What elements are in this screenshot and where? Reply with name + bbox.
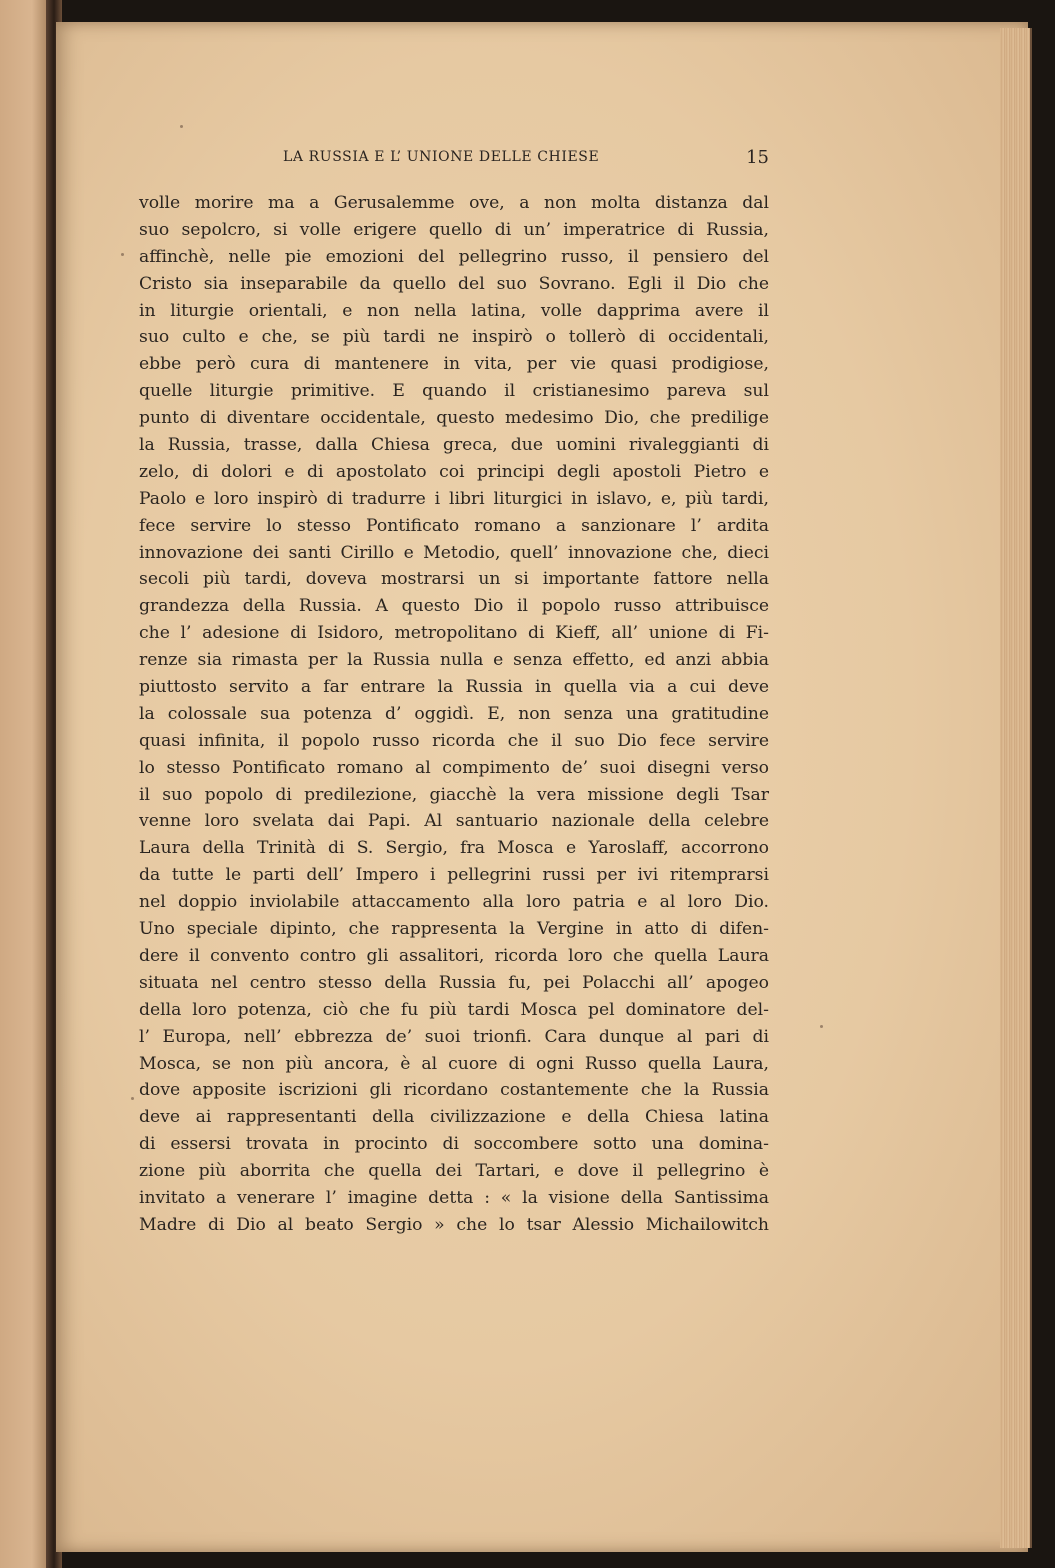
text-line: secoli più tardi, doveva mostrarsi un si importante fattore nella xyxy=(139,569,769,590)
text-line: invitato a venerare l’ imagine detta : « la visione della Santissima xyxy=(139,1187,769,1208)
text-line: deve ai rappresentanti della civilizzazione e della Chiesa latina xyxy=(139,1107,769,1128)
text-line: in liturgie orientali, e non nella latina, volle dapprima avere il xyxy=(139,300,769,321)
text-line: che l’ adesione di Isidoro, metropolitano di Kieff, all’ unione di Fi- xyxy=(139,623,769,644)
running-header xyxy=(283,147,769,169)
text-line: zelo, di dolori e di apostolato coi principi degli apostoli Pietro e xyxy=(139,461,769,482)
page-number: 15 xyxy=(746,147,769,168)
page-stack-edge xyxy=(1000,28,1032,1548)
text-line: zione più aborrita che quella dei Tartari, e dove il pellegrino è xyxy=(139,1161,769,1182)
text-line: l’ Europa, nell’ ebbrezza de’ suoi trionfi. Cara dunque al pari di xyxy=(139,1026,769,1047)
text-line: volle morire ma a Gerusalemme ove, a non molta distanza dal xyxy=(139,193,769,213)
text-line: dove apposite iscrizioni gli ricordano costantemente che la Russia xyxy=(139,1080,769,1101)
text-line: situata nel centro stesso della Russia fu, pei Polacchi all’ apogeo xyxy=(139,972,769,993)
paper-speck xyxy=(820,1025,823,1028)
text-line: il suo popolo di predilezione, giacchè la vera missione degli Tsar xyxy=(139,784,769,805)
text-line: Laura della Trinità di S. Sergio, fra Mosca e Yaroslaff, accorrono xyxy=(139,838,769,859)
text-line: innovazione dei santi Cirillo e Metodio, quell’ innovazione che, dieci xyxy=(139,542,769,563)
body-text xyxy=(139,190,769,1239)
text-line: Madre di Dio al beato Sergio » che lo tsar Alessio Michailowitch xyxy=(139,1214,769,1235)
text-line: suo sepolcro, si volle erigere quello di un’ imperatrice di Russia, xyxy=(139,219,769,240)
text-line: lo stesso Pontificato romano al compimento de’ suoi disegni verso xyxy=(139,757,769,778)
text-line: Uno speciale dipinto, che rappresenta la Vergine in atto di difen- xyxy=(139,919,769,940)
paper-speck xyxy=(131,1097,134,1100)
text-line: dere il convento contro gli assalitori, ricorda loro che quella Laura xyxy=(139,945,769,966)
running-title: LA RUSSIA E L’ UNIONE DELLE CHIESE xyxy=(283,149,600,165)
text-line: la colossale sua potenza d’ oggidì. E, non senza una gratitudine xyxy=(139,703,769,724)
paper-speck xyxy=(121,253,124,256)
text-line: da tutte le parti dell’ Impero i pellegrini russi per ivi ritemprarsi xyxy=(139,865,769,886)
text-line: renze sia rimasta per la Russia nulla e senza effetto, ed anzi abbia xyxy=(139,650,769,671)
text-line: di essersi trovata in procinto di soccombere sotto una domina- xyxy=(139,1134,769,1155)
text-line: piuttosto servito a far entrare la Russia in quella via a cui deve xyxy=(139,677,769,698)
text-line: della loro potenza, ciò che fu più tardi Mosca pel dominatore del- xyxy=(139,999,769,1020)
text-line: la Russia, trasse, dalla Chiesa greca, due uomini rivaleggianti di xyxy=(139,435,769,456)
text-line: affinchè, nelle pie emozioni del pellegrino russo, il pensiero del xyxy=(139,246,769,267)
text-line: fece servire lo stesso Pontificato romano a sanzionare l’ ardita xyxy=(139,515,769,536)
text-line: suo culto e che, se più tardi ne inspirò o tollerò di occidentali, xyxy=(139,327,769,348)
text-line: quelle liturgie primitive. E quando il cristianesimo pareva sul xyxy=(139,381,769,402)
text-line: Mosca, se non più ancora, è al cuore di ogni Russo quella Laura, xyxy=(139,1053,769,1074)
text-line: Paolo e loro inspirò di tradurre i libri liturgici in islavo, e, più tardi, xyxy=(139,488,769,509)
paper-speck xyxy=(180,125,183,128)
text-line: quasi infinita, il popolo russo ricorda che il suo Dio fece servire xyxy=(139,730,769,751)
text-line: nel doppio inviolabile attaccamento alla loro patria e al loro Dio. xyxy=(139,892,769,913)
text-line: grandezza della Russia. A questo Dio il popolo russo attribuisce xyxy=(139,596,769,617)
text-line: punto di diventare occidentale, questo medesimo Dio, che predilige xyxy=(139,408,769,429)
text-line: venne loro svelata dai Papi. Al santuario nazionale della celebre xyxy=(139,811,769,832)
text-line: Cristo sia inseparabile da quello del suo Sovrano. Egli il Dio che xyxy=(139,273,769,294)
text-line: ebbe però cura di mantenere in vita, per vie quasi prodigiose, xyxy=(139,354,769,375)
